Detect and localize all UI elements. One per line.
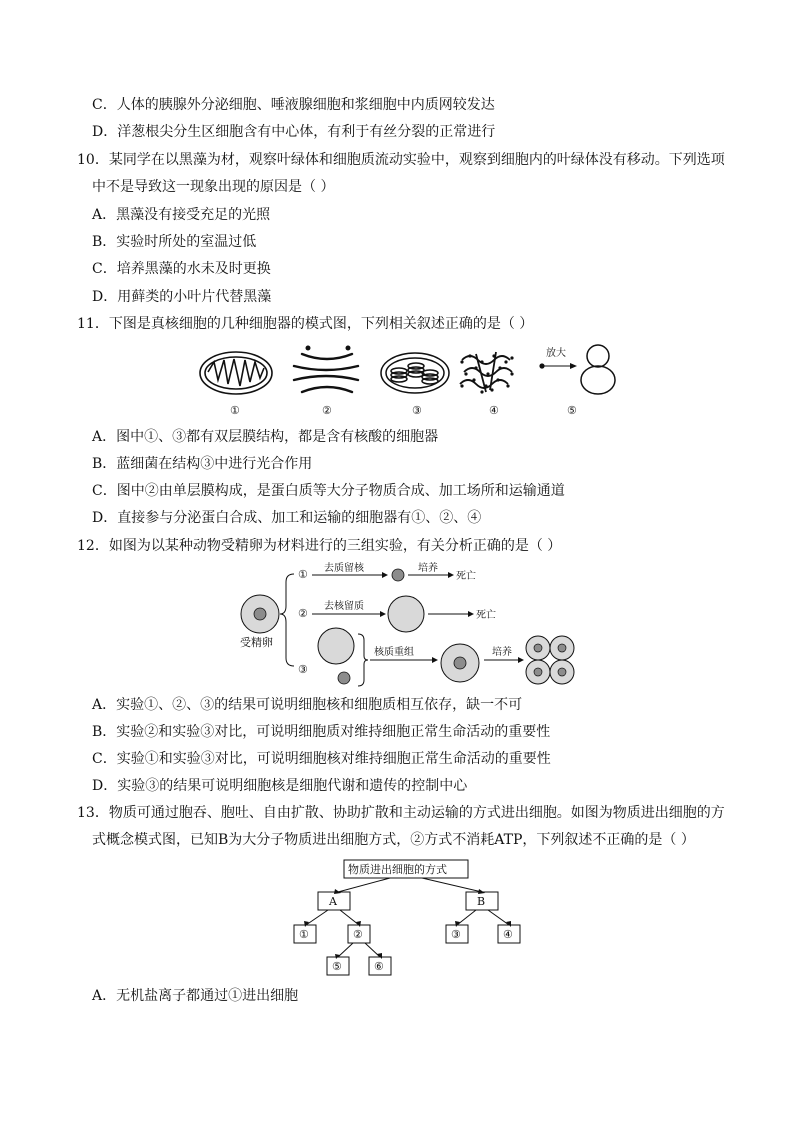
exp-1-number: ① (298, 568, 308, 581)
ribosome-diagram (539, 345, 615, 394)
fertilized-egg (241, 595, 279, 633)
exp-2-number: ② (298, 607, 308, 620)
exp-3-number: ③ (298, 663, 308, 676)
node-6: ⑥ (374, 960, 384, 973)
q10-option-c: C．培养黑藻的水未及时更换 (92, 261, 271, 277)
q10-stem-line2: 中不是导致这一现象出现的原因是（ ） (92, 179, 335, 195)
golgi-diagram (294, 346, 358, 393)
q11-option-d: D．直接参与分泌蛋白合成、加工和运输的细胞器有①、②、④ (92, 510, 482, 526)
egg-label: 受精卵 (240, 636, 273, 649)
q11-option-b: B．蓝细菌在结构③中进行光合作用 (92, 456, 313, 472)
label-5: ⑤ (567, 404, 577, 417)
label-4: ④ (489, 404, 499, 417)
dividing-cells (526, 636, 574, 684)
q13-stem-line2: 式概念模式图，已知B为大分子物质进出细胞方式，②方式不消耗ATP，下列叙述不正确的是（ ） (92, 832, 695, 848)
q10-option-b: B．实验时所处的室温过低 (92, 234, 257, 250)
q10-option-d: D．用藓类的小叶片代替黑藻 (92, 289, 272, 305)
q12-option-d: D．实验③的结果可说明细胞核是细胞代谢和遗传的控制中心 (92, 778, 468, 794)
q12-option-a: A．实验①、②、③的结果可说明细胞核和细胞质相互依存，缺一不可 (92, 697, 523, 713)
mitochondrion-diagram (200, 352, 272, 394)
node-a: A (329, 895, 337, 908)
op-remove-cytoplasm: 去质留核 (324, 563, 364, 574)
node-4: ④ (503, 928, 513, 941)
transport-concept-diagram (290, 858, 530, 978)
fertilized-egg-experiment-figure (232, 562, 582, 692)
op-recombine: 核质重组 (374, 647, 414, 658)
q13-stem-line1: 13．物质可通过胞吞、胞吐、自由扩散、协助扩散和主动运输的方式进出细胞。如图为物质进出细胞的方 (77, 805, 725, 821)
q11-option-c: C．图中②由单层膜构成，是蛋白质等大分子物质合成、加工场所和运输通道 (92, 483, 565, 499)
q13-option-a: A．无机盐离子都通过①进出细胞 (92, 988, 299, 1004)
q9-option-d: D．洋葱根尖分生区细胞含有中心体，有利于有丝分裂的正常进行 (92, 124, 496, 140)
q12-option-b: B．实验②和实验③对比，可说明细胞质对维持细胞正常生命活动的重要性 (92, 724, 551, 740)
q12-option-c: C．实验①和实验③对比，可说明细胞核对维持细胞正常生命活动的重要性 (92, 751, 551, 767)
label-3: ③ (412, 404, 422, 417)
death-label-2: 死亡 (476, 610, 496, 621)
node-2: ② (353, 928, 363, 941)
q10-stem-line1: 10．某同学在以黑藻为材，观察叶绿体和细胞质流动实验中，观察到细胞内的叶绿体没有移动。下列选项 (77, 152, 725, 168)
node-5: ⑤ (332, 960, 342, 973)
q11-option-a: A．图中①、③都有双层膜结构，都是含有核酸的细胞器 (92, 429, 439, 445)
magnify-label: 放大 (546, 348, 566, 359)
culture-label-3: 培养 (492, 647, 512, 658)
label-1: ① (230, 404, 240, 417)
q10-option-a: A．黑藻没有接受充足的光照 (92, 207, 271, 223)
label-2: ② (322, 404, 332, 417)
rough-er-diagram (460, 352, 514, 394)
chloroplast-diagram (381, 353, 449, 393)
q9-option-c: C．人体的胰腺外分泌细胞、唾液腺细胞和浆细胞中内质网较发达 (92, 97, 495, 113)
node-1: ① (299, 928, 309, 941)
diagram-root: 物质进出细胞的方式 (348, 863, 447, 876)
q11-stem: 11．下图是真核细胞的几种细胞器的模式图，下列相关叙述正确的是（ ） (77, 316, 534, 332)
death-label-1: 死亡 (456, 571, 476, 582)
culture-label-1: 培养 (418, 563, 438, 574)
node-b: B (477, 895, 486, 908)
organelle-figure (190, 340, 630, 424)
q12-stem: 12．如图为以某种动物受精卵为材料进行的三组实验，有关分析正确的是（ ） (77, 538, 562, 554)
op-remove-nucleus: 去核留质 (324, 601, 364, 612)
node-3: ③ (451, 928, 461, 941)
